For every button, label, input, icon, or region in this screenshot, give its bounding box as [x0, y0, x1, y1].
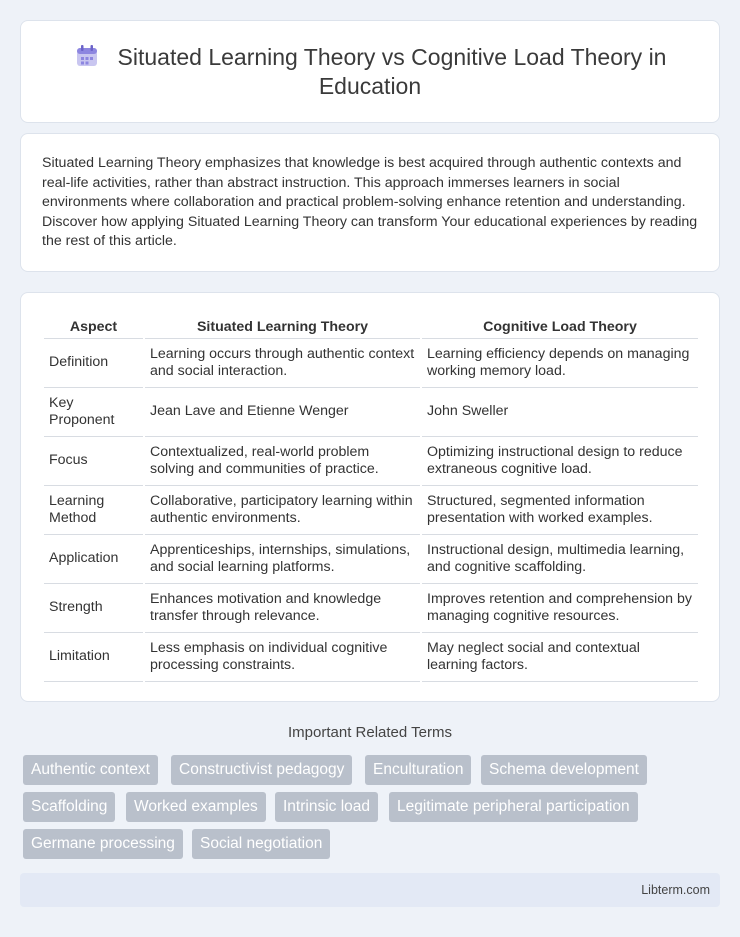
header-cognitive: Cognitive Load Theory — [422, 313, 698, 339]
tag-intrinsic-load[interactable]: Intrinsic load — [275, 792, 378, 822]
row-cognitive: Instructional design, multimedia learning, and cognitive scaffolding. — [422, 535, 698, 584]
tag-scaffolding[interactable]: Scaffolding — [23, 792, 115, 822]
comparison-table — [42, 313, 700, 682]
comparison-card — [20, 292, 720, 702]
row-cognitive: Learning efficiency depends on managing working memory load. — [422, 339, 698, 388]
table-header-row — [44, 313, 698, 339]
table-row — [44, 388, 698, 437]
table-row — [44, 486, 698, 535]
row-situated: Apprenticeships, internships, simulations, and social learning platforms. — [145, 535, 420, 584]
table-row — [44, 339, 698, 388]
row-situated: Less emphasis on individual cognitive processing constraints. — [145, 633, 420, 682]
row-situated: Contextualized, real-world problem solving and communities of practice. — [145, 437, 420, 486]
row-aspect: Focus — [44, 437, 143, 486]
row-situated: Learning occurs through authentic context and social interaction. — [145, 339, 420, 388]
tag-authentic-context[interactable]: Authentic context — [23, 755, 158, 785]
footer — [20, 873, 720, 907]
related-terms-title: Important Related Terms — [288, 724, 452, 741]
tag-schema-development[interactable]: Schema development — [481, 755, 647, 785]
header-card — [20, 20, 720, 123]
footer-site-link[interactable]: Libterm.com — [641, 883, 710, 897]
intro-text: Situated Learning Theory emphasizes that knowledge is best acquired through authentic contexts and real-life activities, rather than abstract instruction. This approach immerses learners in social environments where collaboration and practical problem-solving enhance retention and understanding. Discover how applying Situated Learning Theory can transform Your educational experiences by reading the rest of this article. — [42, 155, 698, 250]
header-situated: Situated Learning Theory — [145, 313, 420, 339]
row-aspect: Strength — [44, 584, 143, 633]
row-aspect: Definition — [44, 339, 143, 388]
tag-germane-processing[interactable]: Germane processing — [23, 829, 183, 859]
table-row — [44, 535, 698, 584]
row-aspect: Application — [44, 535, 143, 584]
tag-constructivist-pedagogy[interactable]: Constructivist pedagogy — [171, 755, 352, 785]
row-aspect: Limitation — [44, 633, 143, 682]
row-cognitive: Improves retention and comprehension by managing cognitive resources. — [422, 584, 698, 633]
tag-worked-examples[interactable]: Worked examples — [126, 792, 266, 822]
intro-card — [20, 133, 720, 272]
tag-enculturation[interactable]: Enculturation — [365, 755, 471, 785]
table-row — [44, 584, 698, 633]
row-cognitive: John Sweller — [422, 388, 698, 437]
page-title-wrap — [21, 43, 719, 101]
table-row — [44, 437, 698, 486]
tag-social-negotiation[interactable]: Social negotiation — [192, 829, 330, 859]
header-aspect: Aspect — [44, 313, 143, 339]
row-situated: Enhances motivation and knowledge transfer through relevance. — [145, 584, 420, 633]
row-cognitive: May neglect social and contextual learning factors. — [422, 633, 698, 682]
calendar-icon — [74, 43, 100, 69]
row-aspect: Learning Method — [44, 486, 143, 535]
row-cognitive: Optimizing instructional design to reduce extraneous cognitive load. — [422, 437, 698, 486]
table-row — [44, 633, 698, 682]
row-situated: Jean Lave and Etienne Wenger — [145, 388, 420, 437]
tag-legitimate-peripheral-participation[interactable]: Legitimate peripheral participation — [389, 792, 638, 822]
page-title: Situated Learning Theory vs Cognitive Load Theory in Education — [117, 44, 667, 99]
row-aspect: Key Proponent — [44, 388, 143, 437]
row-cognitive: Structured, segmented information presentation with worked examples. — [422, 486, 698, 535]
row-situated: Collaborative, participatory learning within authentic environments. — [145, 486, 420, 535]
